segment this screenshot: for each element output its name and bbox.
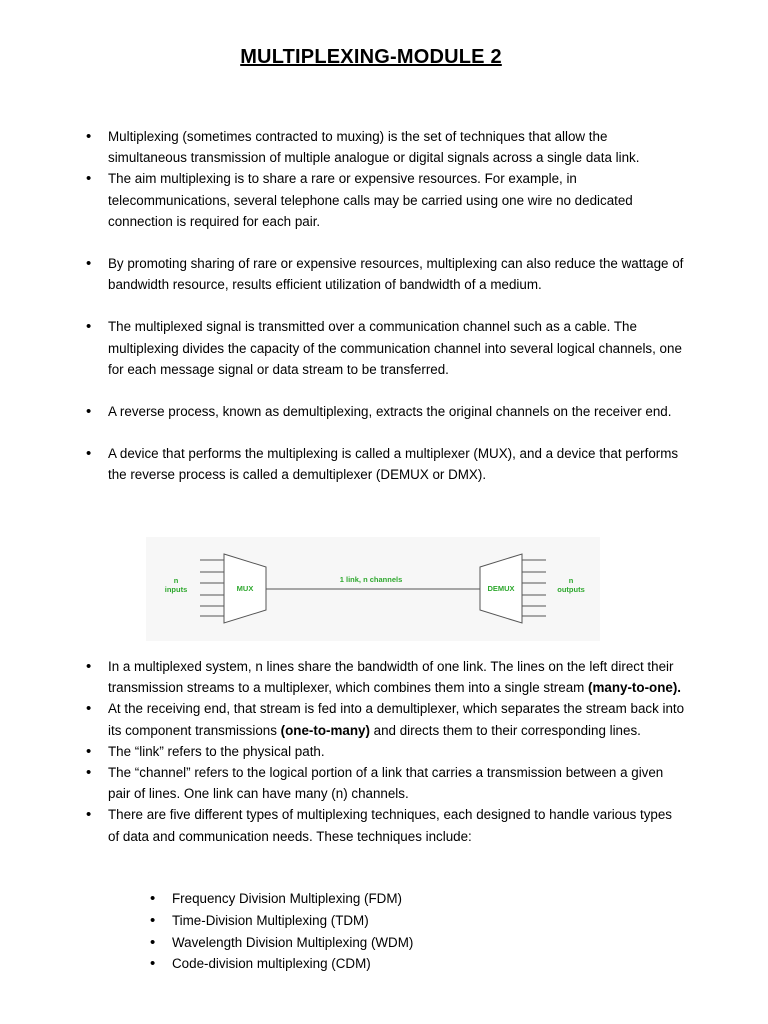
list-item-text: and directs them to their corresponding lines. (369, 722, 641, 738)
list-item (86, 656, 686, 698)
outputs-label: outputs (557, 585, 585, 594)
list-item: • By promoting sharing of rare or expensive resources, multiplexing can also reduce the wattage of bandwidth resource, results efficient utilization of bandwidth of a medium. (86, 253, 686, 295)
details-bullet-list (86, 656, 686, 847)
list-item: • The “channel” refers to the logical portion of a link that carries a transmission between a given pair of lines. One link can have many (n) channels. (86, 762, 686, 804)
intro-bullet-list (86, 126, 686, 486)
techniques-sublist (150, 888, 650, 975)
mux-demux-svg (146, 537, 600, 641)
list-item (86, 698, 686, 740)
output-lines (522, 560, 546, 616)
technique-item: • Time-Division Multiplexing (TDM) (150, 910, 650, 932)
demux-label: DEMUX (487, 584, 515, 593)
mux-demux-diagram (146, 537, 600, 641)
input-lines (200, 560, 224, 616)
technique-item: • Code-division multiplexing (CDM) (150, 953, 650, 975)
page-title: MULTIPLEXING-MODULE 2 (240, 46, 502, 68)
technique-item: • Wavelength Division Multiplexing (WDM) (150, 932, 650, 954)
list-item: • There are five different types of multiplexing techniques, each designed to handle various types of data and communication needs. These techniques include: (86, 804, 686, 846)
list-item: • A reverse process, known as demultiplexing, extracts the original channels on the receiver end. (86, 401, 686, 422)
list-item-text: At the receiving end, that stream is fed into a demultiplexer, which separates the stream back into its component transmissions (108, 701, 685, 738)
list-item-text: In a multiplexed system, n lines share the bandwidth of one link. The lines on the left direct their transmission streams to a multiplexer, which combines them into a single stream (108, 659, 674, 696)
list-item-bold: (many-to-one). (588, 680, 682, 696)
list-item: • Multiplexing (sometimes contracted to muxing) is the set of techniques that allow the simultaneous transmission of multiple analogue or digital signals across a single data link. (86, 126, 686, 168)
inputs-n-label: n (173, 576, 179, 585)
list-item-bold: (one-to-many) (280, 722, 370, 738)
inputs-label: inputs (164, 585, 188, 594)
mux-label: MUX (236, 584, 254, 593)
list-item: • The multiplexed signal is transmitted over a communication channel such as a cable. The multiplexing divides the capacity of the communication channel into several logical channels, one for each message signal or data stream to be transferred. (86, 316, 686, 380)
list-item: • The aim multiplexing is to share a rare or expensive resources. For example, in telecommunications, several telephone calls may be carried using one wire no dedicated connection is required for each pair. (86, 168, 686, 232)
list-item: • The “link” refers to the physical path. (86, 741, 686, 762)
outputs-n-label: n (568, 576, 574, 585)
link-label: 1 link, n channels (339, 575, 403, 584)
list-item: • A device that performs the multiplexing is called a multiplexer (MUX), and a device that performs the reverse process is called a demultiplexer (DEMUX or DMX). (86, 443, 686, 485)
technique-item: • Frequency Division Multiplexing (FDM) (150, 888, 650, 910)
